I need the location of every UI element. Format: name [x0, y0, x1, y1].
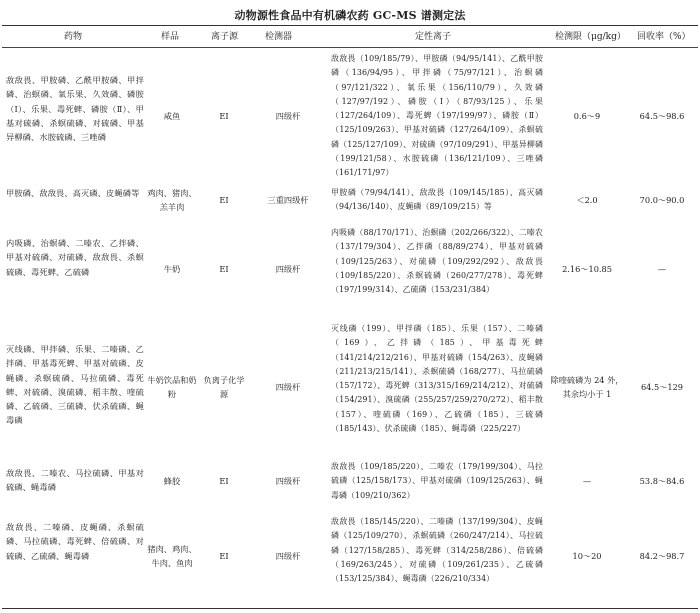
row-3-detector: 四级杆	[275, 264, 301, 274]
row-5-ion-source: EI	[219, 476, 229, 486]
row-3-ions: 内吸磷（88/170/171）、治螟磷（202/266/322）、二嗪农（137/179/304）、乙拌磷（88/89/274）、甲基对硫磷（109/125/263）、对硫磷（109/292/292）、敌敌畏（109/185/220）、杀螟硫磷（260/277/278）、毒死蜱（197/199/314）、乙硫磷（153/231/384）	[331, 228, 543, 295]
row-3-recovery: —	[657, 264, 667, 274]
row-1-lod: 0.6～9	[573, 111, 601, 121]
row-4-lod: 除喹硫磷为 24 外，其余均小于 1	[550, 375, 624, 400]
row-2-ion-source: EI	[219, 195, 229, 205]
row-2-ions: 甲胺磷（79/94/141）、敌敌畏（109/145/185）、高灭磷（94/136/140）、皮蝇磷（89/109/215）等	[331, 188, 543, 212]
header-detector: 检测器	[265, 32, 293, 42]
table-top-rule	[2, 25, 698, 26]
row-6-lod: 10～20	[572, 551, 602, 561]
table-title: 动物源性食品中有机磷农药 GC-MS 谱测定法	[234, 9, 466, 22]
row-1-drug: 敌敌畏、甲胺磷、乙酰甲胺磷、甲拌磷、治螟磷、氧乐果、久效磷、磷胺（Ⅰ）、乐果、毒死蜱、磷胺（Ⅱ）、甲基对硫磷、杀螟硫磷、对硫磷、甲基异柳磷、水胺硫磷、三唑磷	[6, 75, 144, 143]
row-3-ion-source: EI	[219, 264, 229, 274]
row-3-drug: 内吸磷、治螟磷、二嗪农、乙拌磷、甲基对硫磷、对硫磷、敌敌畏、杀螟硫磷、毒死蜱、乙硫磷	[6, 238, 144, 277]
table-header-rule	[2, 47, 698, 48]
table-bottom-rule	[2, 608, 698, 609]
row-1-sample: 咸鱼	[163, 111, 181, 121]
row-4-detector: 四级杆	[275, 382, 301, 392]
row-6-ions: 敌敌畏（185/145/220）、二嗪磷（137/199/304）、皮蝇磷（125/109/270）、杀螟硫磷（260/247/214）、马拉硫磷（127/158/285）、毒死蜱（314/258/286）、倍硫磷（169/263/245）、对硫磷（109/261/235）、乙硫磷（153/125/384）、蝇毒磷（226/210/334）	[331, 517, 543, 584]
row-2-lod: ＜2.0	[576, 195, 598, 205]
row-4-ions: 灭线磷（199）、甲拌磷（185）、乐果（157）、二嗪磷（169）、乙拌磷（185）、甲基毒死蜱（141/214/212/216）、甲基对硫磷（154/263）、皮蝇磷（211/213/215/141）、杀螟硫磷（168/277）、马拉硫磷（157/172）、毒死蜱（313/315/169/214/212）、对硫磷（154/291）、溴硫磷（255/257/259/270/272）、稻丰散（157）、喹硫磷（169）、乙硫磷（185）、三硫磷（185/143）、伏杀硫磷（185）、蝇毒磷（225/227）	[331, 324, 543, 434]
row-4-ion-source: 负离子化学源	[203, 375, 245, 400]
row-2-recovery: 70.0～90.0	[639, 195, 685, 205]
row-4-sample: 牛奶饮品和奶粉	[147, 375, 197, 400]
row-1-recovery: 64.5～98.6	[639, 111, 685, 121]
row-4-recovery: 64.5～129	[640, 382, 684, 392]
row-2-sample: 鸡肉、猪肉、羔羊肉	[147, 188, 197, 213]
row-3-sample: 牛奶	[163, 264, 181, 274]
row-5-ions: 敌敌畏（109/185/220）、二嗪农（179/199/304）、马拉硫磷（125/158/173）、甲基对硫磷（109/125/263）、蝇毒磷（109/210/362）	[331, 462, 543, 500]
header-drug: 药物	[64, 32, 83, 42]
row-5-lod: —	[582, 476, 592, 486]
row-6-drug: 敌敌畏、二嗪磷、皮蝇磷、杀螟硫磷、马拉硫磷、毒死蜱、倍硫磷、对硫磷、乙硫磷、蝇毒磷	[6, 522, 144, 561]
row-1-detector: 四级杆	[275, 111, 301, 121]
row-6-recovery: 84.2～98.7	[639, 551, 685, 561]
row-1-ions: 敌敌畏（109/185/79）、甲胺磷（94/95/141）、乙酰甲胺磷（136/94/95）、甲拌磷（75/97/121）、治螟磷（97/121/322）、氧乐果（156/110/79）、久效磷（127/97/192）、磷胺（Ⅰ）（87/93/125）、乐果（127/264/109）、毒死蜱（197/199/97）、磷胺（Ⅱ）（125/109/263）、甲基对硫磷（127/264/109）、杀螟硫磷（125/127/109）、对硫磷（97/109/291）、甲基异柳磷（199/121/58）、水胺硫磷（136/121/109）、三唑磷（161/171/97）	[331, 54, 543, 178]
row-6-ion-source: EI	[219, 551, 229, 561]
row-2-detector: 三重四级杆	[267, 195, 309, 205]
row-5-sample: 蜂胶	[163, 476, 181, 486]
header-ion-source: 离子源	[211, 32, 239, 42]
header-qualitative-ions: 定性离子	[415, 32, 452, 42]
row-6-sample: 猪肉、鸡肉、牛肉、鱼肉	[147, 544, 197, 569]
row-3-lod: 2.16～10.85	[562, 264, 612, 274]
row-5-drug: 敌敌畏、二嗪农、马拉硫磷、甲基对硫磷、蝇毒磷	[6, 468, 144, 493]
row-5-recovery: 53.8～84.6	[639, 476, 685, 486]
header-detection-limit: 检测限（μg/kg）	[555, 32, 626, 42]
row-1-ion-source: EI	[219, 111, 229, 121]
row-2-drug: 甲胺磷、敌敌畏、高灭磷、皮蝇磷等	[6, 188, 140, 198]
header-sample: 样品	[161, 32, 180, 42]
row-4-drug: 灭线磷、甲拌磷、乐果、二嗪磷、乙拌磷、甲基毒死蜱、甲基对硫磷、皮蝇磷、杀螟硫磷、马拉硫磷、毒死蜱、对硫磷、溴硫磷、稻丰散、喹硫磷、乙硫磷、三硫磷、伏杀硫磷、蝇毒磷	[6, 344, 144, 426]
header-recovery: 回收率（%）	[637, 32, 691, 42]
row-6-detector: 四级杆	[275, 551, 301, 561]
row-5-detector: 四级杆	[275, 476, 301, 486]
